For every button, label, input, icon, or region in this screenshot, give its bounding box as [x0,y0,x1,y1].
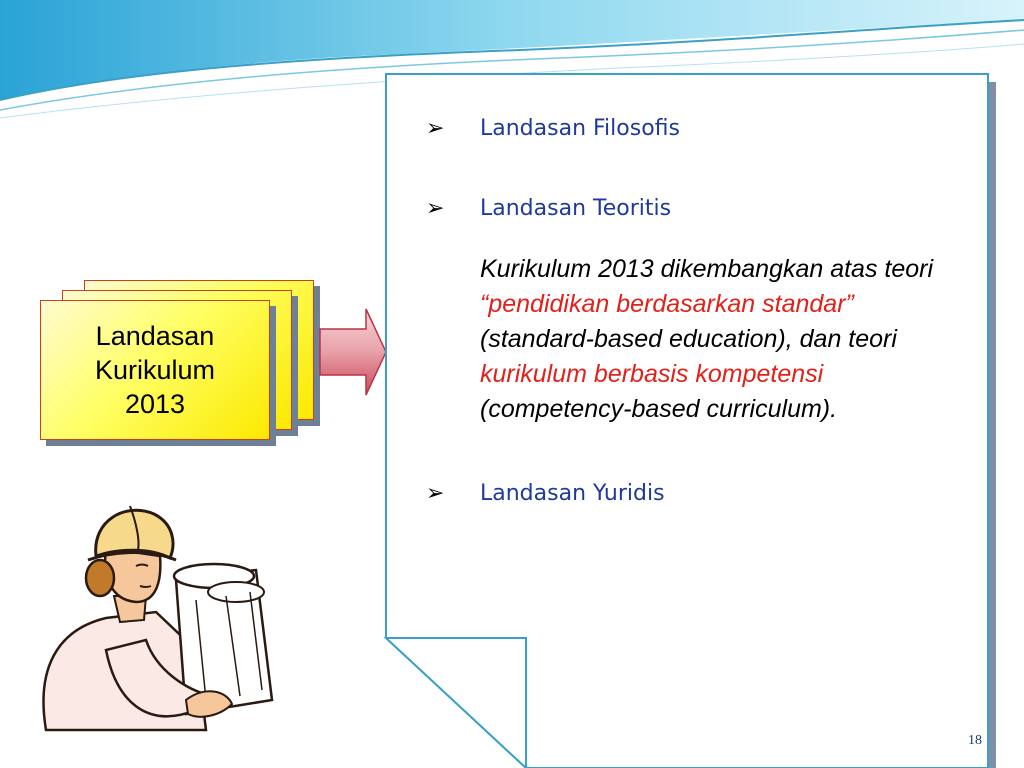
bullet-item-yuridis [418,475,958,511]
card-title [95,319,215,421]
page-number: 18 [968,733,982,748]
card-title-line-3: 2013 [124,389,186,419]
bullet-item-filosofis [418,110,958,146]
card-title-line-2: Kurikulum [94,355,216,385]
content-panel [384,72,1004,768]
para-highlight-2: kurikulum berbasis kompetensi [480,360,824,388]
bullet-label: Landasan Yuridis [480,480,665,506]
landasan-kurikulum-card-stack [40,276,330,456]
worker-with-blueprints-illustration [36,500,276,748]
doc-card-front [40,300,270,440]
right-arrow-icon [318,305,388,399]
bullet-item-teoritis [418,190,958,226]
para-highlight-1: “pendidikan berdasarkan standar” [480,290,854,318]
card-title-line-1: Landasan [95,321,215,351]
arrow-bullet-icon: ➢ [426,480,445,505]
arrow-bullet-icon: ➢ [426,115,445,140]
para-text-1: Kurikulum 2013 dikembangkan atas teori [480,255,934,283]
para-text-2: (standard-based education), dan teori [480,325,897,353]
para-text-3: (competency-based curriculum). [480,395,838,423]
bullet-label: Landasan Filosofis [480,115,680,141]
content-list [418,110,958,511]
bullet-label: Landasan Teoritis [480,195,672,221]
teoritis-description [480,252,960,427]
arrow-bullet-icon: ➢ [426,195,445,220]
